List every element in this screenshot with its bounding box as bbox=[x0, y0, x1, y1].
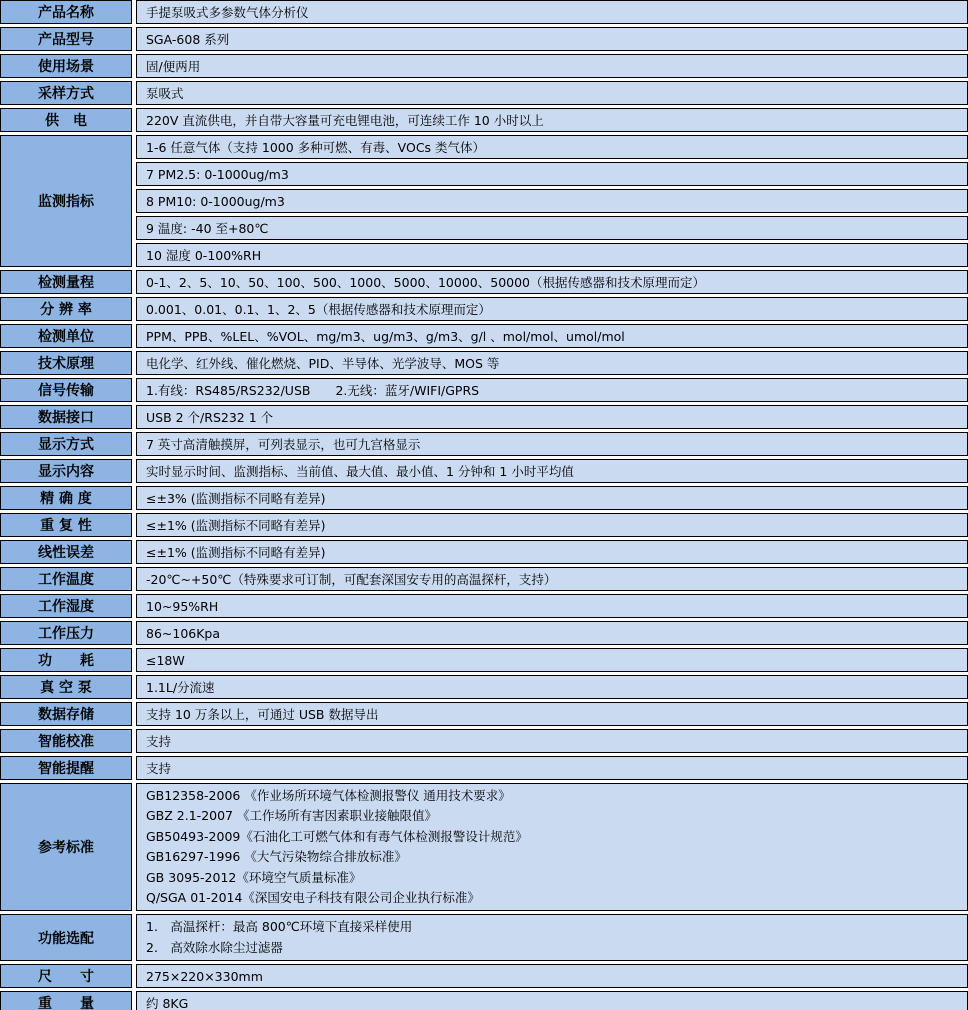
row-value: 支持 10 万条以上，可通过 USB 数据导出 bbox=[136, 702, 968, 726]
row-label: 检测单位 bbox=[0, 324, 132, 348]
value-line: Q/SGA 01-2014《深国安电子科技有限公司企业执行标准》 bbox=[146, 890, 480, 906]
row-value: 0-1、2、5、10、50、100、500、1000、5000、10000、50000（根据传感器和技术原理而定） bbox=[136, 270, 968, 294]
row-value: 8 PM10: 0-1000ug/m3 bbox=[136, 189, 968, 213]
row-label: 数据存储 bbox=[0, 702, 132, 726]
row-value: PPM、PPB、%LEL、%VOL、mg/m3、ug/m3、g/m3、g/l 、mol/mol、umol/mol bbox=[136, 324, 968, 348]
row-label: 供 电 bbox=[0, 108, 132, 132]
row-value: 275×220×330mm bbox=[136, 964, 968, 988]
row-label: 线性误差 bbox=[0, 540, 132, 564]
row-value: 7 PM2.5: 0-1000ug/m3 bbox=[136, 162, 968, 186]
value-line: GB50493-2009《石油化工可燃气体和有毒气体检测报警设计规范》 bbox=[146, 828, 528, 844]
row-value: USB 2 个/RS232 1 个 bbox=[136, 405, 968, 429]
table-row bbox=[0, 991, 968, 1010]
row-label: 数据接口 bbox=[0, 405, 132, 429]
table-row bbox=[0, 567, 968, 591]
row-value: 约 8KG bbox=[136, 991, 968, 1010]
row-label: 监测指标 bbox=[0, 135, 132, 267]
row-value: 支持 bbox=[136, 756, 968, 780]
row-value: 1.1L/分流速 bbox=[136, 675, 968, 699]
table-row bbox=[0, 459, 968, 483]
table-row bbox=[0, 81, 968, 105]
row-value: 10~95%RH bbox=[136, 594, 968, 618]
table-row bbox=[0, 729, 968, 753]
table-row bbox=[0, 914, 968, 961]
row-value: 86~106Kpa bbox=[136, 621, 968, 645]
table-row bbox=[0, 216, 968, 240]
row-value: SGA-608 系列 bbox=[136, 27, 968, 51]
table-row bbox=[0, 702, 968, 726]
row-label: 智能提醒 bbox=[0, 756, 132, 780]
row-value: 7 英寸高清触摸屏，可列表显示，也可九宫格显示 bbox=[136, 432, 968, 456]
value-line: GBZ 2.1-2007 《工作场所有害因素职业接触限值》 bbox=[146, 808, 437, 824]
row-label: 信号传输 bbox=[0, 378, 132, 402]
row-value: -20℃~+50℃（特殊要求可订制，可配套深国安专用的高温探杆，支持） bbox=[136, 567, 968, 591]
row-value: 0.001、0.01、0.1、1、2、5（根据传感器和技术原理而定） bbox=[136, 297, 968, 321]
row-value: 泵吸式 bbox=[136, 81, 968, 105]
table-row bbox=[0, 594, 968, 618]
table-row bbox=[0, 756, 968, 780]
row-value: ≤±3% (监测指标不同略有差异) bbox=[136, 486, 968, 510]
table-row bbox=[0, 27, 968, 51]
table-row bbox=[0, 648, 968, 672]
row-label: 使用场景 bbox=[0, 54, 132, 78]
value-line: GB12358-2006 《作业场所环境气体检测报警仪 通用技术要求》 bbox=[146, 788, 511, 803]
table-row bbox=[0, 189, 968, 213]
row-label: 技术原理 bbox=[0, 351, 132, 375]
table-row bbox=[0, 108, 968, 132]
table-row bbox=[0, 432, 968, 456]
row-label: 产品名称 bbox=[0, 0, 132, 24]
table-row bbox=[0, 675, 968, 699]
row-value: ≤±1% (监测指标不同略有差异) bbox=[136, 540, 968, 564]
row-label: 尺 寸 bbox=[0, 964, 132, 988]
table-row bbox=[0, 135, 968, 159]
row-value: 1-6 任意气体（支持 1000 多种可燃、有毒、VOCs 类气体） bbox=[136, 135, 968, 159]
value-line: 1. 高温探杆：最高 800℃环境下直接采样使用 bbox=[146, 919, 413, 935]
row-value: 电化学、红外线、催化燃烧、PID、半导体、光学波导、MOS 等 bbox=[136, 351, 968, 375]
table-row bbox=[0, 54, 968, 78]
table-row bbox=[0, 297, 968, 321]
table-row bbox=[0, 486, 968, 510]
row-value: 220V 直流供电，并自带大容量可充电锂电池，可连续工作 10 小时以上 bbox=[136, 108, 968, 132]
row-label: 重 复 性 bbox=[0, 513, 132, 537]
row-label: 显示方式 bbox=[0, 432, 132, 456]
row-label: 工作压力 bbox=[0, 621, 132, 645]
table-row bbox=[0, 270, 968, 294]
row-value bbox=[136, 783, 968, 911]
row-label: 功能选配 bbox=[0, 914, 132, 961]
table-row bbox=[0, 783, 968, 911]
row-value: ≤±1% (监测指标不同略有差异) bbox=[136, 513, 968, 537]
table-row bbox=[0, 621, 968, 645]
row-label: 功 耗 bbox=[0, 648, 132, 672]
row-label: 分 辨 率 bbox=[0, 297, 132, 321]
row-label: 检测量程 bbox=[0, 270, 132, 294]
row-value bbox=[136, 914, 968, 961]
table-row bbox=[0, 243, 968, 267]
table-row bbox=[0, 540, 968, 564]
row-value: ≤18W bbox=[136, 648, 968, 672]
row-value: 固/便两用 bbox=[136, 54, 968, 78]
table-row bbox=[0, 351, 968, 375]
row-label: 工作温度 bbox=[0, 567, 132, 591]
table-row bbox=[0, 162, 968, 186]
row-label: 精 确 度 bbox=[0, 486, 132, 510]
row-label: 重 量 bbox=[0, 991, 132, 1010]
table-row bbox=[0, 405, 968, 429]
row-value: 支持 bbox=[136, 729, 968, 753]
row-value: 1.有线：RS485/RS232/USB 2.无线：蓝牙/WIFI/GPRS bbox=[136, 378, 968, 402]
table-row bbox=[0, 513, 968, 537]
value-line: 2. 高效除水除尘过滤器 bbox=[146, 939, 283, 955]
row-label: 产品型号 bbox=[0, 27, 132, 51]
row-label: 参考标准 bbox=[0, 783, 132, 911]
table-row bbox=[0, 964, 968, 988]
row-label: 显示内容 bbox=[0, 459, 132, 483]
table-row bbox=[0, 0, 968, 24]
row-label: 工作湿度 bbox=[0, 594, 132, 618]
value-line: GB 3095-2012《环境空气质量标准》 bbox=[146, 869, 362, 885]
row-value: 实时显示时间、监测指标、当前值、最大值、最小值、1 分钟和 1 小时平均值 bbox=[136, 459, 968, 483]
row-label: 采样方式 bbox=[0, 81, 132, 105]
row-value: 手提泵吸式多参数气体分析仪 bbox=[136, 0, 968, 24]
row-value: 9 温度: -40 至+80℃ bbox=[136, 216, 968, 240]
row-label: 真 空 泵 bbox=[0, 675, 132, 699]
value-line: GB16297-1996 《大气污染物综合排放标准》 bbox=[146, 849, 407, 865]
table-row bbox=[0, 324, 968, 348]
row-label: 智能校准 bbox=[0, 729, 132, 753]
row-value: 10 湿度 0-100%RH bbox=[136, 243, 968, 267]
table-row bbox=[0, 378, 968, 402]
